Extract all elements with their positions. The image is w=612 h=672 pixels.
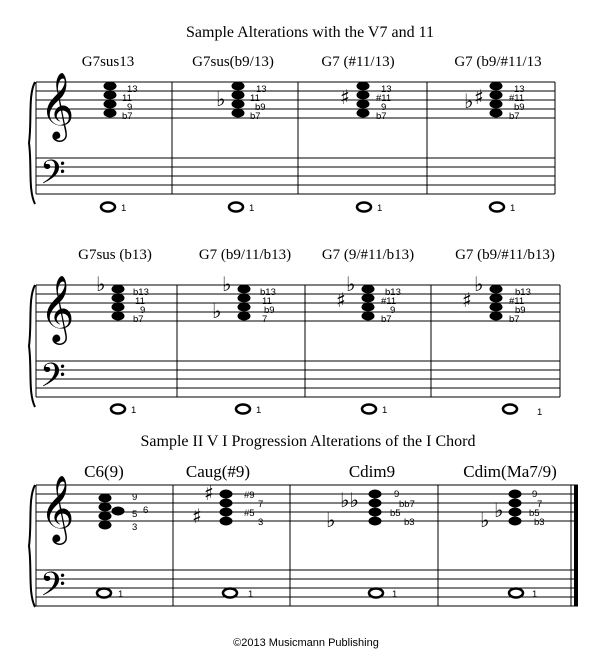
treble-clef: 𝄞 — [40, 274, 75, 342]
brace — [29, 82, 35, 204]
bass-note — [229, 203, 243, 212]
extension-label: 11 — [122, 93, 132, 104]
bass-clef: 𝄢 — [40, 566, 66, 612]
extension-label: #11 — [509, 296, 525, 307]
main-title: Sample Alterations with the V7 and 11 — [186, 24, 434, 41]
bass-note — [369, 589, 383, 598]
bass-note — [236, 405, 250, 414]
extension-label: b5 — [529, 508, 540, 519]
extension-label: b5 — [390, 508, 401, 519]
bass-note — [509, 589, 523, 598]
bass-staff — [36, 361, 560, 397]
bass-note — [357, 203, 371, 212]
extension-label: 9 — [390, 305, 396, 316]
extension-label: b7 — [509, 314, 520, 325]
extension-label: 13 — [256, 84, 267, 95]
bass-label: 1 — [392, 589, 398, 600]
bass-note — [362, 405, 376, 414]
bass-note — [490, 203, 504, 212]
bass-note — [503, 405, 517, 414]
progression-title: Sample II V I Progression Alterations of the I Chord — [140, 433, 476, 450]
bass-label: 1 — [249, 203, 255, 214]
bass-clef: 𝄢 — [40, 154, 66, 200]
extension-label: #11 — [376, 93, 392, 104]
extension-label: b13 — [133, 287, 149, 298]
bass-label: 1 — [532, 589, 538, 600]
extension-label: 6 — [143, 505, 149, 516]
extension-label: b13 — [260, 287, 276, 298]
double-flat-accidental: ♭♭ — [340, 488, 359, 512]
extension-label: #9 — [244, 490, 255, 501]
sharp-accidental: ♯ — [340, 85, 350, 109]
chord-stack — [97, 492, 148, 600]
bass-note — [97, 589, 111, 598]
chord-stack — [336, 272, 401, 416]
sharp-accidental: ♯ — [336, 288, 346, 312]
extension-label: b13 — [515, 287, 531, 298]
flat-accidental: ♭ — [212, 299, 222, 323]
chord-stack — [326, 488, 415, 600]
extension-label: 13 — [127, 84, 138, 95]
treble-clef: 𝄞 — [40, 71, 75, 139]
bass-label: 1 — [131, 405, 137, 416]
treble-clef: 𝄞 — [40, 474, 75, 542]
bass-clef: 𝄢 — [40, 357, 66, 403]
extension-label: 13 — [514, 84, 525, 95]
chord-name: G7 (b9/#11/13 — [454, 54, 542, 70]
bass-label: 1 — [121, 203, 127, 214]
extension-label: b7 — [376, 111, 387, 122]
extension-label: 13 — [381, 84, 392, 95]
bass-note — [111, 405, 125, 414]
chord-name: G7sus (b13) — [78, 247, 152, 263]
chord-name: G7 (b9/#11/b13) — [455, 247, 555, 263]
extension-label: b3 — [534, 517, 545, 528]
chord-stack — [480, 489, 545, 600]
bass-label: 1 — [256, 405, 262, 416]
chord-name: Caug(#9) — [185, 462, 251, 481]
sharp-accidental: ♯ — [204, 481, 214, 505]
extension-label: 3 — [258, 517, 264, 528]
bass-label: 1 — [382, 405, 388, 416]
extension-label: b7 — [250, 111, 261, 122]
extension-label: 9 — [132, 492, 138, 503]
bass-label: 1 — [118, 589, 124, 600]
bass-label: 1 — [248, 589, 254, 600]
extension-label: 9 — [381, 102, 387, 113]
extension-label: 5 — [132, 509, 138, 520]
chord-name: G7sus13 — [81, 54, 135, 70]
flat-accidental: ♭ — [474, 272, 484, 296]
sharp-accidental: ♯ — [462, 288, 472, 312]
extension-label: b13 — [385, 287, 401, 298]
chord-name: C6(9) — [84, 462, 124, 481]
flat-accidental: ♭ — [96, 272, 106, 296]
extension-label: 11 — [262, 296, 272, 307]
extension-label: b9 — [264, 305, 275, 316]
extension-label: 11 — [135, 296, 145, 307]
extension-label: 9 — [532, 489, 538, 500]
bass-label: 1 — [377, 203, 383, 214]
extension-label: b3 — [404, 517, 415, 528]
extension-label: b7 — [133, 314, 144, 325]
system-2 — [29, 247, 560, 418]
extension-label: b7 — [509, 111, 520, 122]
chord-stack — [212, 272, 276, 416]
extension-label: b7 — [381, 314, 392, 325]
bass-label: 1 — [510, 203, 516, 214]
flat-accidental: ♭ — [326, 508, 336, 532]
extension-label: b9 — [514, 102, 525, 113]
flat-accidental: ♭ — [480, 508, 490, 532]
extension-label: 7 — [258, 499, 264, 510]
chord-name: G7 (9/#11/b13) — [321, 247, 415, 263]
copyright: ©2013 Musicmann Publishing — [233, 637, 379, 649]
flat-accidental: ♭ — [216, 87, 226, 111]
extension-label: #11 — [509, 93, 525, 104]
extension-label: b9 — [255, 102, 266, 113]
chord-name: Cdim9 — [348, 462, 396, 481]
bass-label: 1 — [537, 407, 543, 418]
extension-label: 7 — [537, 499, 543, 510]
bass-note — [223, 589, 237, 598]
flat-accidental: ♭ — [222, 272, 232, 296]
extension-label: 9 — [140, 305, 146, 316]
flat-accidental: ♭ — [464, 89, 474, 113]
brace — [29, 285, 35, 407]
extension-label: 11 — [250, 93, 260, 104]
bass-staff — [36, 570, 578, 606]
extension-label: 9 — [394, 489, 400, 500]
chord-stack — [192, 481, 263, 600]
chord-name: G7 (b9/11/b13) — [198, 247, 292, 263]
extension-label: #11 — [381, 296, 397, 307]
extension-label: 9 — [127, 102, 133, 113]
flat-accidental: ♭ — [494, 498, 504, 522]
sharp-accidental: ♯ — [474, 85, 484, 109]
chord-name: Cdim(Ma7/9) — [463, 462, 557, 481]
extension-label: b7 — [122, 111, 133, 122]
extension-label: b9 — [515, 305, 526, 316]
chord-name: G7sus(b9/13) — [192, 54, 274, 70]
flat-accidental: ♭ — [346, 272, 356, 296]
extension-label: 7 — [262, 314, 268, 325]
system-1 — [29, 54, 555, 214]
bass-note — [101, 203, 115, 212]
system-3 — [29, 462, 578, 612]
extension-label: bb7 — [399, 499, 415, 510]
sharp-accidental: ♯ — [192, 504, 202, 528]
extension-label: 3 — [132, 522, 138, 533]
bass-staff — [36, 158, 555, 194]
chord-name: G7 (#11/13) — [321, 54, 395, 70]
extension-label: #5 — [244, 508, 255, 519]
brace — [29, 485, 35, 607]
